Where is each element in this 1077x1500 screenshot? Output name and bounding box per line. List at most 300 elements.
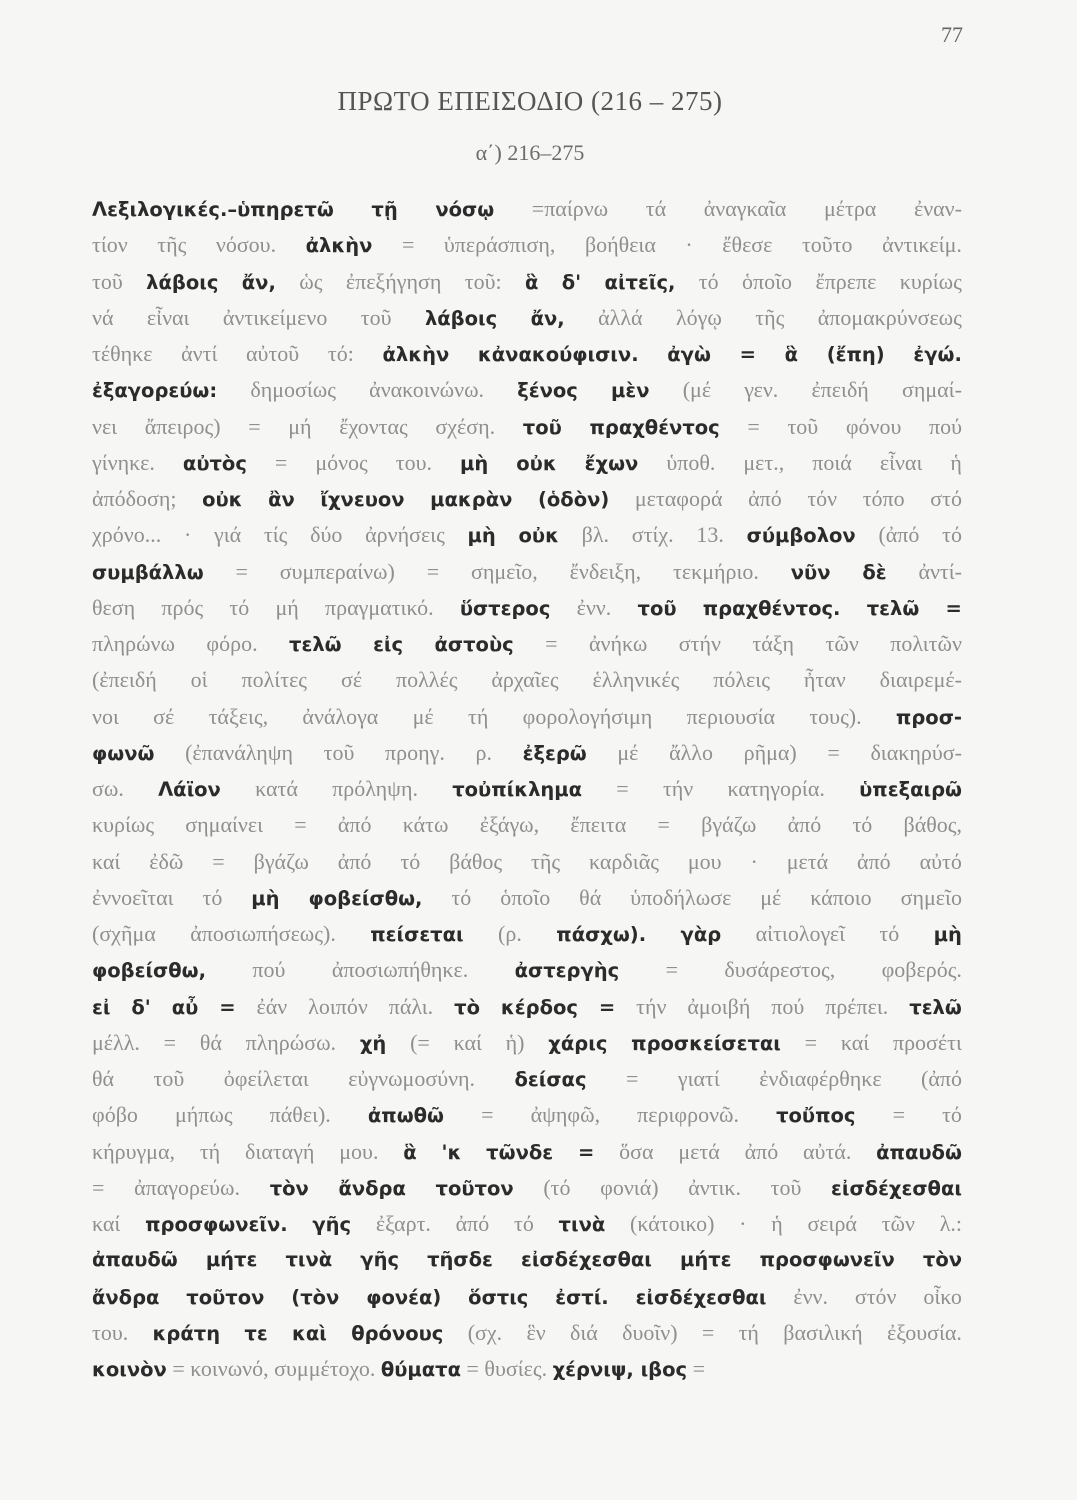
gloss-word: τό [400, 848, 421, 874]
lemma-word: κοινὸν [92, 1358, 167, 1381]
lemma-word: τοῦ [522, 415, 562, 439]
lemma-word: αὐτὸς [182, 451, 247, 475]
text-line [92, 1315, 962, 1351]
gloss-word: βλ. [581, 522, 610, 548]
gloss-word: τοῦτο [801, 232, 853, 258]
gloss-word: στίχ. [631, 522, 674, 548]
gloss-word: καρδιᾶς [589, 848, 659, 874]
gloss-word: μή [288, 413, 312, 439]
gloss-word: = [657, 812, 670, 838]
gloss-word: τοῦ [323, 739, 355, 765]
gloss-word: σέ [340, 667, 363, 693]
text-line [92, 300, 962, 336]
lemma-word: μὴ [460, 451, 489, 475]
gloss-word: κυρίως [92, 812, 155, 838]
gloss-word: τους). [809, 703, 862, 729]
gloss-word: τοῦ: [464, 268, 502, 294]
lemma-word: ἐξαγορεύω: [92, 379, 218, 403]
gloss-word: μεταφορά [634, 486, 723, 511]
gloss-word: ἐδῶ [149, 848, 184, 874]
lemma-word: συμβάλλω [92, 560, 204, 584]
gloss-word: ἀποσιωπήθηκε. [331, 957, 469, 983]
text-line [92, 372, 962, 408]
text-line [92, 1061, 962, 1097]
lemma-word: ἃ [403, 1140, 417, 1164]
gloss-word: βγάζω [253, 848, 309, 874]
lemma-word: καὶ [292, 1321, 327, 1345]
lemma-word: ἀστεργὴς [514, 959, 620, 983]
text-line [92, 880, 962, 916]
text-line [92, 807, 962, 843]
gloss-word: στήν [678, 631, 721, 656]
lemma-word: ὕστερος [459, 596, 551, 620]
gloss-word: τό [942, 1102, 962, 1128]
gloss-word: ὁποῖο [742, 268, 793, 294]
lemma-word: τὸν [922, 1248, 962, 1272]
lemma-word: τοὔπος [776, 1104, 856, 1128]
gloss-word: ἔχοντας [339, 413, 408, 439]
gloss-word: · [739, 1211, 747, 1236]
gloss-word: πόλεις [713, 667, 770, 693]
gloss-word: γίνηκε. [92, 449, 155, 475]
gloss-word: ἐάν [256, 993, 288, 1019]
gloss-word: ρῆμα) [743, 739, 797, 765]
gloss-word: = [692, 1356, 705, 1381]
gloss-word: καί [453, 1029, 482, 1055]
lemma-word [634, 1352, 641, 1388]
gloss-word: ἀντί [181, 341, 218, 366]
lemma-word: ἀπωθῶ [367, 1104, 445, 1128]
gloss-word: (κάτοικο) [630, 1211, 715, 1236]
lemma-word: πραχθέντος [589, 415, 720, 439]
text-line [92, 227, 962, 263]
gloss-word: φόνου [845, 413, 902, 439]
lemma-word: οὐκ [516, 451, 557, 475]
text-line [92, 336, 962, 372]
gloss-word: μέ [617, 739, 639, 765]
lemma-word: εἰσδέχεσθαι [635, 1285, 767, 1309]
gloss-word: (ἀπό [878, 522, 920, 548]
gloss-word: σημεῖο [900, 884, 962, 910]
lemma-word: ἀπαυδῶ [876, 1140, 962, 1164]
gloss-word: τήν [662, 776, 694, 801]
gloss-word: ἡ) [505, 1029, 525, 1055]
gloss-word: σω. [92, 776, 124, 801]
gloss-word: φορολογήσιμη [522, 703, 653, 729]
gloss-word: ἡ [771, 1211, 783, 1236]
lemma-word: δὲ [862, 560, 887, 584]
gloss-word: πολλές [396, 667, 458, 693]
gloss-word: μήπως [174, 1102, 233, 1128]
gloss-word: (σχ. [467, 1319, 503, 1345]
gloss-word: περιουσία [686, 703, 776, 729]
gloss-word: = [163, 1029, 177, 1055]
gloss-word: τό [852, 812, 873, 838]
lemma-word: τῆσδε [427, 1248, 493, 1272]
gloss-word: πληρώνω [92, 631, 175, 656]
gloss-word: ἀνήκω [588, 631, 648, 656]
gloss-word: = [248, 413, 261, 439]
gloss-word: τοῦ [360, 304, 392, 330]
gloss-word: τό [698, 268, 719, 294]
text-line [92, 191, 962, 227]
gloss-word: σειρά [807, 1211, 857, 1236]
gloss-word: = [426, 558, 440, 584]
gloss-word: τή [199, 1138, 221, 1164]
gloss-word: τά [645, 196, 667, 221]
lemma-word: προσφωνεῖν [759, 1248, 895, 1272]
gloss-word: ἐνδιαφέρθηκε [759, 1066, 882, 1091]
gloss-word: κυρίως [899, 268, 962, 294]
lemma-word: πείσεται [370, 923, 464, 946]
text-line [92, 989, 962, 1025]
gloss-word: 13. [696, 522, 724, 548]
lemma-word: ἀγὼ [667, 343, 711, 366]
gloss-word: μή [275, 594, 299, 620]
text-line [92, 1025, 962, 1061]
gloss-word: μέ [760, 884, 782, 910]
gloss-word: διά [569, 1319, 598, 1345]
gloss-word: ἀπό [748, 486, 782, 511]
lemma-word: ἴχνευον [320, 488, 405, 511]
gloss-word: πού [929, 413, 962, 439]
gloss-word: ἀναγκαῖα [703, 196, 787, 221]
lemma-word: οὐκ [518, 524, 559, 548]
gloss-word: πολιτῶν [890, 631, 962, 656]
lemma-word: οὐκ [202, 488, 243, 511]
gloss-word: ἀπόδοση; [92, 486, 177, 511]
lemma-word: φωνῶ [92, 741, 155, 765]
gloss-word: τῆς [755, 304, 785, 330]
lemma-word: γῆς [312, 1213, 352, 1236]
lemma-word: χέρνιψ, [552, 1358, 634, 1381]
lemma-word: τελῶ [866, 596, 920, 620]
gloss-word: ἀπαγορεύω. [134, 1174, 241, 1200]
lemma-word: προσφωνεῖν. [145, 1213, 288, 1236]
text-line [92, 445, 962, 481]
lemma-word: αὖ [171, 995, 199, 1019]
gloss-word: τό [942, 522, 962, 548]
gloss-word: πρέπει. [825, 993, 889, 1019]
gloss-word: μου. [339, 1138, 379, 1164]
lemma-word: κράτη [152, 1321, 221, 1345]
lemma-word: (ἔπη) [826, 343, 885, 366]
lemma-word: πάσχω). [556, 923, 647, 946]
gloss-word: βάθος, [903, 812, 962, 838]
lemma-word: = [219, 995, 236, 1019]
gloss-word: ὁποῖο [500, 884, 551, 910]
gloss-word: = [545, 631, 558, 656]
gloss-word: θεση [92, 594, 136, 620]
gloss-word: τό [513, 1211, 534, 1236]
lemma-word: ὅστις [468, 1285, 529, 1309]
gloss-word: ἔθεσε [722, 232, 773, 258]
gloss-word: οἱ [190, 667, 208, 693]
lemma-word: θύματα [380, 1358, 461, 1381]
gloss-word: αὐτό [919, 848, 962, 874]
gloss-word: βασιλική [783, 1319, 863, 1345]
gloss-word: (ρ. [498, 921, 522, 946]
gloss-word: συμμέτοχο. [274, 1356, 376, 1381]
gloss-word: τάξεις, [208, 703, 269, 729]
gloss-word: νοι [92, 703, 119, 729]
lemma-word: = [945, 596, 962, 620]
gloss-word: ἔπρεπε [815, 268, 877, 294]
lemma-word: προσ- [895, 705, 962, 729]
gloss-word: φοβερός. [881, 957, 962, 983]
lemma-word: γὰρ [680, 923, 722, 946]
gloss-word: μόνος [315, 449, 368, 475]
gloss-word: ἐπεξήγηση [345, 268, 442, 294]
section-subheading: α΄) 216–275 [475, 140, 585, 165]
lemma-word: νῦν [790, 560, 831, 584]
gloss-word: διαιρεμέ- [879, 667, 962, 693]
text-line [92, 1097, 962, 1133]
gloss-word: μετ., [743, 449, 785, 475]
gloss-word: τάξη [752, 631, 795, 656]
gloss-word: φόβο [92, 1102, 138, 1128]
gloss-word: πάθει). [269, 1102, 331, 1128]
lemma-word: τὸν [269, 1176, 309, 1200]
lemma-word: = [598, 995, 616, 1019]
lemma-word: τοῦ [637, 596, 677, 620]
gloss-word: σχέση. [435, 413, 496, 439]
gloss-word: (ἀπό [921, 1066, 962, 1091]
gloss-word: τῆς [531, 848, 561, 874]
gloss-word: μέλλ. [92, 1029, 140, 1055]
lemma-word: μὴ [467, 524, 496, 548]
gloss-word: =παίρνω [531, 196, 609, 221]
lemma-word: ἐγώ. [913, 343, 962, 366]
commentary-body [92, 191, 962, 1387]
gloss-word: σέ [153, 703, 175, 729]
lemma-word: δ' [131, 995, 151, 1019]
gloss-word: = [92, 1174, 105, 1200]
text-line [92, 1170, 962, 1206]
gloss-word: εἶναι [879, 449, 923, 475]
gloss-word: θά [199, 1029, 222, 1055]
gloss-word: = [747, 413, 760, 439]
lemma-word: τοῦτον [435, 1176, 514, 1200]
lemma-word: ἐξερῶ [522, 741, 587, 765]
lemma-word: τινὰ [558, 1213, 606, 1236]
gloss-word: γιά [214, 522, 242, 548]
gloss-word: βγάζω [701, 812, 757, 838]
gloss-word: = [401, 232, 415, 258]
gloss-word: σημεῖο, [470, 558, 538, 584]
gloss-word: πάλι. [388, 993, 434, 1019]
gloss-word: ἀλλά [598, 304, 643, 330]
gloss-word: νόσου. [215, 232, 277, 258]
gloss-word: ἀπομακρύνσεως [817, 304, 962, 330]
gloss-word: τοῦ [92, 268, 123, 294]
gloss-word: ἀνακοινώνω. [369, 377, 485, 403]
gloss-word: = [616, 776, 629, 801]
gloss-word: λοιπόν [308, 993, 368, 1019]
text-line [92, 916, 962, 952]
gloss-word: λόγῳ [675, 304, 722, 330]
gloss-word: τή [467, 703, 489, 729]
gloss-word: τό [879, 921, 900, 946]
gloss-word: προηγ. [385, 739, 445, 765]
lemma-word: χἠ [359, 1031, 387, 1055]
gloss-word: φονιά) [600, 1174, 659, 1200]
lemma-word: φοβείσθω, [308, 886, 423, 910]
gloss-word: ἀπό [744, 1138, 779, 1164]
lemma-word: μήτε [205, 1248, 258, 1272]
text-line [92, 844, 962, 880]
gloss-word: ρ. [475, 739, 492, 765]
text-line [92, 626, 962, 662]
gloss-word: πρός [161, 594, 204, 620]
gloss-word: = [294, 812, 307, 838]
lemma-word: = [739, 343, 756, 366]
text-line [92, 735, 962, 771]
gloss-word: πρόληψη. [332, 776, 418, 801]
text-line [92, 1351, 962, 1387]
gloss-word: ἐνν. [576, 594, 612, 620]
gloss-word: μετά [786, 848, 829, 874]
lemma-word: ἂν [268, 488, 295, 511]
lemma-word: ἔχων [584, 451, 639, 475]
lemma-word: κἀνακούφισιν. [477, 343, 639, 366]
gloss-word: αἰτιολογεῖ [755, 921, 845, 946]
gloss-word: ἀπό [337, 812, 372, 838]
gloss-word: θυσίες. [484, 1356, 548, 1381]
lemma-word: ἀστοὺς [434, 633, 514, 656]
lemma-word: κέρδος [500, 995, 578, 1019]
lemma-word: 'κ [441, 1140, 462, 1164]
gloss-word: = [701, 1319, 715, 1345]
gloss-word: = [274, 449, 288, 475]
gloss-word: τήν [636, 993, 667, 1019]
gloss-word: ἑλληνικές [592, 667, 680, 693]
lemma-word: εἰς [373, 633, 404, 656]
gloss-word: = [665, 957, 679, 983]
lemma-word: εἰ [92, 995, 111, 1019]
gloss-word: πού [252, 957, 286, 983]
gloss-word: ἔπειτα [570, 812, 627, 838]
lemma-word: ὑπεξαιρῶ [859, 778, 962, 801]
gloss-word: (= [410, 1029, 430, 1055]
lemma-word: φονέα) [366, 1285, 442, 1309]
lemma-word: ιβος [640, 1358, 688, 1381]
gloss-word: γιατί [677, 1066, 720, 1091]
gloss-word: στόν [854, 1283, 897, 1309]
gloss-word: ἐξουσία. [886, 1319, 962, 1345]
gloss-word: τό: [327, 341, 354, 366]
gloss-word: κατηγορία. [727, 776, 825, 801]
gloss-word: ἀπό [787, 812, 822, 838]
gloss-word: θά [92, 1066, 115, 1091]
section-heading: ΠΡΩΤΟ ΕΠΕΙΣΟΔΙΟ (216 – 275) [337, 86, 723, 116]
gloss-word: ὑπεράσπιση, [443, 232, 556, 258]
gloss-word: τέθηκε [92, 341, 153, 366]
lemma-word: λάβοις [424, 306, 498, 330]
gloss-word: ὅσα [619, 1138, 654, 1164]
gloss-word: κάποιο [810, 884, 872, 910]
text-line [92, 409, 962, 445]
lemma-word: φοβείσθω, [92, 959, 207, 983]
gloss-word: ἐξαρτ. [375, 1211, 431, 1236]
lemma-word: (ὁδὸν) [537, 488, 610, 511]
lemma-word: μήτε [679, 1248, 732, 1272]
gloss-word: ἀπό [455, 1211, 490, 1236]
lemma-word: ἃ [524, 270, 539, 294]
gloss-word: · [750, 848, 758, 874]
lemma-word: μὲν [611, 379, 650, 403]
gloss-word: ἐναν- [913, 196, 962, 221]
lemma-word: μακρὰν [430, 488, 513, 511]
text-line [92, 662, 962, 698]
gloss-word: · [685, 232, 693, 258]
lemma-word: ἃ [784, 343, 799, 366]
gloss-word: προσέτι [892, 1029, 962, 1055]
gloss-word: μετά [678, 1138, 720, 1164]
lemma-word: τινὰ [285, 1248, 333, 1272]
gloss-word: · [183, 522, 192, 548]
text-line [92, 481, 962, 517]
lemma-word: δ' [561, 270, 582, 294]
gloss-word: (τό [543, 1174, 571, 1200]
gloss-word: λ.: [939, 1211, 962, 1236]
gloss-word: τῶν [881, 1211, 915, 1236]
gloss-word: ὑποδήλωσε [630, 884, 732, 910]
gloss-word: σημαί- [901, 377, 962, 403]
lemma-word: ἄν, [530, 306, 565, 330]
gloss-word: τό [202, 884, 223, 910]
gloss-word: πού [771, 993, 805, 1019]
gloss-word: ἀρχαῖες [491, 667, 559, 693]
gloss-word: ἡ [950, 449, 962, 475]
gloss-word: νά [92, 304, 114, 330]
text-line [92, 517, 962, 553]
text-line [92, 771, 962, 807]
text-line [92, 952, 962, 988]
gloss-word: μου [687, 848, 722, 874]
lemma-word: ἀλκὴν [305, 234, 373, 258]
gloss-word: = [235, 558, 248, 584]
lemma-word: τε [244, 1321, 268, 1345]
text-line [92, 1279, 962, 1315]
gloss-word: ἄλλο [669, 739, 713, 765]
lemma-word: Λεξιλογικές.–ὑπηρετῶ [92, 198, 334, 221]
gloss-word: (σχῆμα [92, 921, 156, 946]
gloss-word: ἀντικ. [688, 1174, 742, 1200]
gloss-word: ἐπειδή [811, 377, 869, 403]
lemma-word: ξένος [517, 379, 578, 403]
gloss-word: ἐξάγω, [479, 812, 540, 838]
gloss-word: = [481, 1102, 494, 1128]
gloss-word: τόπο [862, 486, 905, 511]
gloss-word: γεν. [744, 377, 779, 403]
gloss-word: ἄπειρος) [144, 413, 221, 439]
gloss-word: ἀνάλογα [302, 703, 379, 729]
lemma-word: νόσῳ [435, 198, 495, 221]
gloss-word: = [466, 1356, 479, 1381]
gloss-word: ὀφείλεται [223, 1066, 309, 1091]
gloss-word: τή [738, 1319, 759, 1345]
gloss-word: τό [451, 884, 472, 910]
gloss-word: τεκμήριο. [673, 558, 759, 584]
gloss-word: ἀντικείμενο [222, 304, 328, 330]
lemma-word: ἀλκὴν [382, 343, 450, 366]
lemma-word: πραχθέντος. [702, 596, 841, 620]
lemma-word: τῇ [371, 198, 398, 221]
text-line [92, 699, 962, 735]
lemma-word: τὸ [454, 995, 480, 1019]
lemma-word: χάρις [548, 1031, 608, 1055]
